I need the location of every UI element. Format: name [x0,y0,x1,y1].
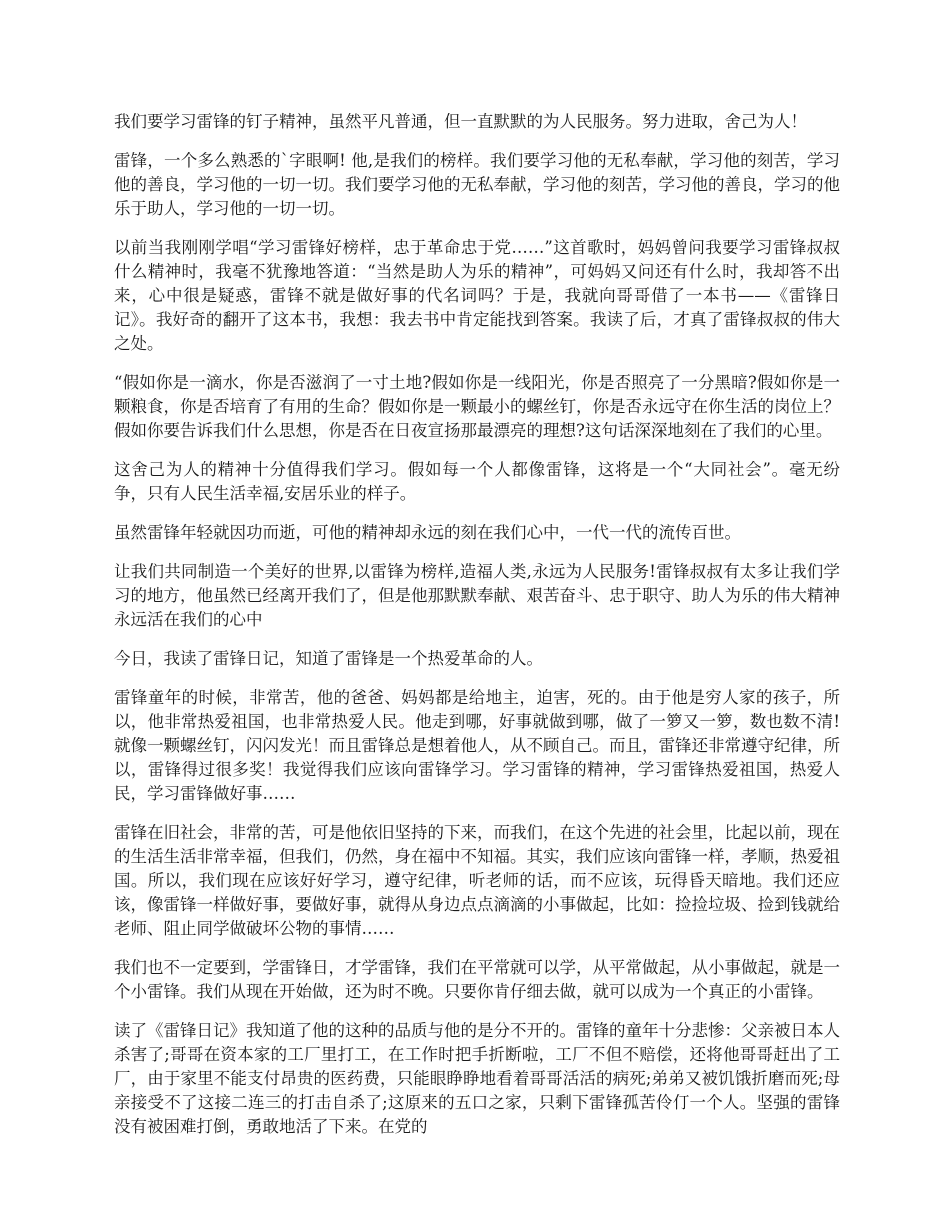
paragraph-11: 我们也不一定要到，学雷锋日，才学雷锋，我们在平常就可以学，从平常做起，从小事做起，就是一个小雷锋。我们从现在开始做，还为时不晚。只要你肯仔细去做，就可以成为一个真正的小雷锋。 [114,958,840,1001]
paragraph-1: 我们要学习雷锋的钉子精神，虽然平凡普通，但一直默默的为人民服务。努力进取，舍己为人！ [114,112,807,131]
document-body [114,110,840,1154]
paragraph-3: 以前当我刚刚学唱“学习雷锋好榜样，忠于革命忠于党……”这首歌时，妈妈曾问我要学习雷锋叔叔什么精神时，我毫不犹豫地答道：“当然是助人为乐的精神”，可妈妈又问还有什么时，我却答不出来，心中很是疑惑，雷锋不就是做好事的代名词吗？于是，我就向哥哥借了一本书——《雷锋日记》。我好奇的翻开了这本书，我想：我去书中肯定能找到答案。我读了后，才真了雷锋叔叔的伟大之处。 [114,238,840,353]
paragraph-10: 雷锋在旧社会，非常的苦，可是他依旧坚持的下来，而我们，在这个先进的社会里，比起以前，现在的生活生活非常幸福，但我们，仍然，身在福中不知福。其实，我们应该向雷锋一样，孝顺，热爱祖国。所以，我们现在应该好好学习，遵守纪律，听老师的话，而不应该，玩得昏天暗地。我们还应该，像雷锋一样做好事，要做好事，就得从身边点点滴滴的小事做起，比如：捡捡垃圾、捡到钱就给老师、阻止同学做破坏公物的事情…… [114,823,840,938]
paragraph-9: 雷锋童年的时候，非常苦，他的爸爸、妈妈都是给地主，迫害，死的。由于他是穷人家的孩子，所以，他非常热爱祖国，也非常热爱人民。他走到哪，好事就做到哪，做了一箩又一箩，数也数不清!就像一颗螺丝钉，闪闪发光！而且雷锋总是想着他人，从不顾自己。而且，雷锋还非常遵守纪律，所以，雷锋得过很多奖！我觉得我们应该向雷锋学习。学习雷锋的精神，学习雷锋热爱祖国，热爱人民，学习雷锋做好事…… [114,688,840,803]
paragraph-6: 虽然雷锋年轻就因功而逝，可他的精神却永远的刻在我们心中，一代一代的流传百世。 [114,523,741,542]
paragraph-5: 这舍己为人的精神十分值得我们学习。假如每一个人都像雷锋，这将是一个“大同社会”。毫无纷争，只有人民生活幸福,安居乐业的样子。 [114,460,840,503]
paragraph-12: 读了《雷锋日记》我知道了他的这种的品质与他的是分不开的。雷锋的童年十分悲惨：父亲被日本人杀害了;哥哥在资本家的工厂里打工，在工作时把手折断啦，工厂不但不赔偿，还将他哥哥赶出了工厂，由于家里不能支付昂贵的医药费，只能眼睁睁地看着哥哥活活的病死;弟弟又被饥饿折磨而死;母亲接受不了这接二连三的打击自杀了;这原来的五口之家，只剩下雷锋孤苦伶仃一个人。坚强的雷锋没有被困难打倒，勇敢地活了下来。在党的 [114,1021,840,1136]
paragraph-7: 让我们共同制造一个美好的世界,以雷锋为榜样,造福人类,永远为人民服务!雷锋叔叔有太多让我们学习的地方，他虽然已经离开我们了，但是他那默默奉献、艰苦奋斗、忠于职守、助人为乐的伟大精神永远活在我们的心中 [114,562,840,629]
paragraph-8: 今日，我读了雷锋日记，知道了雷锋是一个热爱革命的人。 [114,649,543,668]
paragraph-2: 雷锋，一个多么熟悉的`字眼啊! 他,是我们的榜样。我们要学习他的无私奉献，学习他的刻苦，学习他的善良，学习他的一切一切。我们要学习他的无私奉献，学习他的刻苦，学习他的善良，学习的他乐于助人，学习他的一切一切。 [114,151,840,218]
paragraph-4: “假如你是一滴水，你是否滋润了一寸土地?假如你是一线阳光，你是否照亮了一分黑暗?假如你是一颗粮食，你是否培育了有用的生命？假如你是一颗最小的螺丝钉，你是否永远守在你生活的岗位上？假如你要告诉我们什么思想，你是否在日夜宣扬那最漂亮的理想?这句话深深地刻在了我们的心里。 [114,373,840,440]
